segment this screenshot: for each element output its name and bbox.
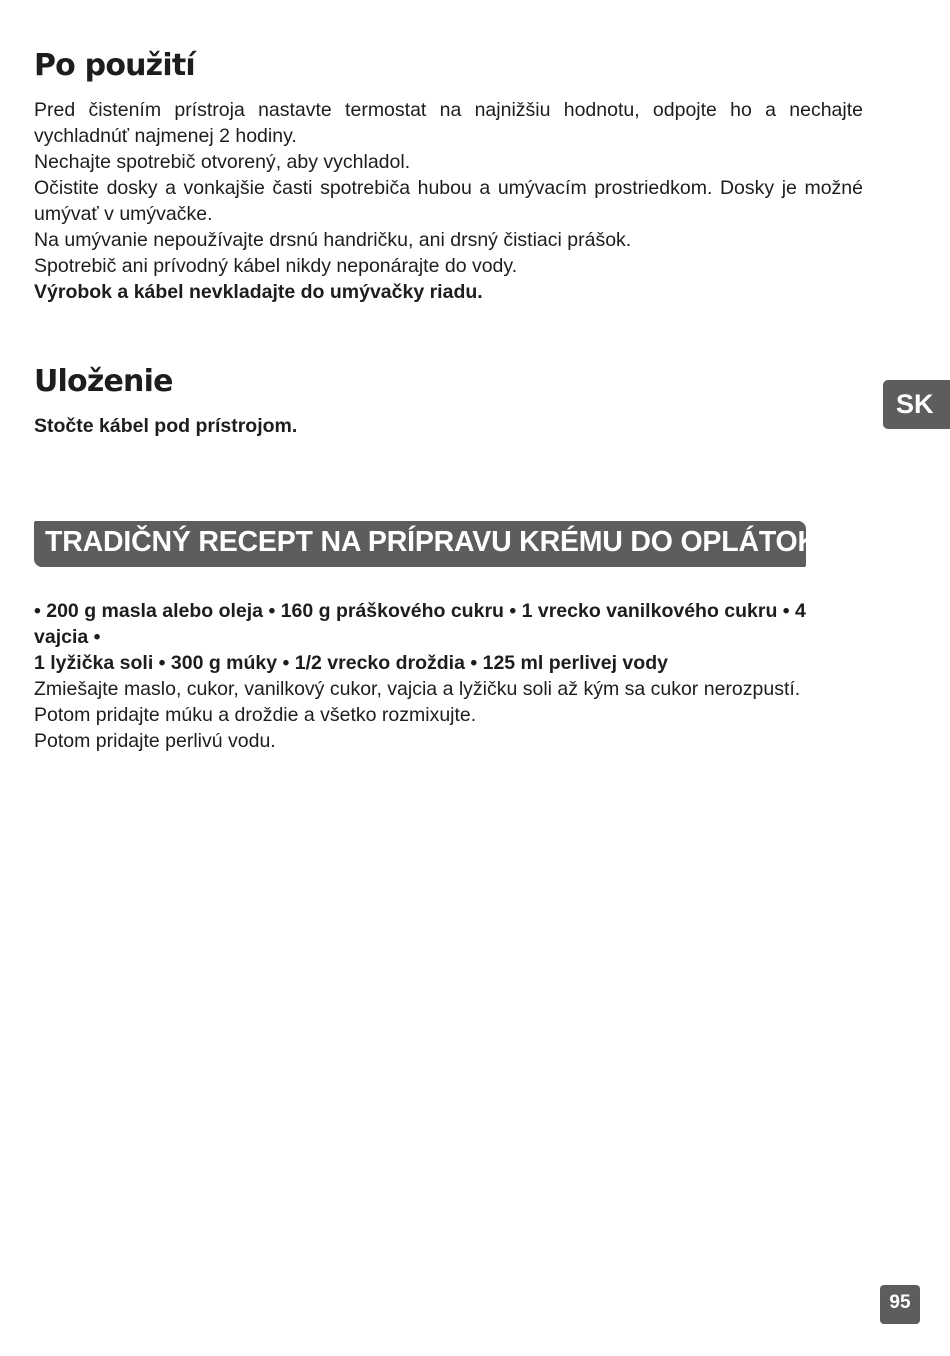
- ingredients-line: 1 lyžička soli • 300 g múky • 1/2 vrecko droždia • 125 ml perlivej vody: [34, 652, 668, 674]
- language-code: SK: [896, 389, 934, 419]
- language-tab: [883, 380, 950, 429]
- recipe-ingredients: [34, 598, 863, 676]
- ingredients-line: • 200 g masla alebo oleja • 160 g práškového cukru • 1 vrecko vanilkového cukru • 4 vajcia •: [34, 600, 806, 648]
- page-number: 95: [889, 1292, 911, 1313]
- warning-paragraph: Výrobok a kábel nevkladajte do umývačky riadu.: [34, 281, 483, 303]
- recipe-banner-title: TRADIČNÝ RECEPT NA PRÍPRAVU KRÉMU DO OPLÁTOK: [45, 526, 818, 558]
- recipe-step: Zmiešajte maslo, cukor, vanilkový cukor, vajcia a lyžičku soli až kým sa cukor nerozpustí.: [34, 678, 801, 700]
- section-title-storage: Uloženie: [34, 364, 173, 399]
- recipe-step: Potom pridajte perlivú vodu.: [34, 730, 276, 752]
- recipe-banner: [34, 521, 818, 567]
- page-number-badge: [880, 1285, 920, 1324]
- paragraph: Stočte kábel pod prístrojom.: [34, 415, 298, 437]
- paragraph: Nechajte spotrebič otvorený, aby vychladol.: [34, 151, 411, 173]
- recipe-step: Potom pridajte múku a droždie a všetko rozmixujte.: [34, 704, 477, 726]
- paragraph: Spotrebič ani prívodný kábel nikdy neponárajte do vody.: [34, 255, 518, 277]
- paragraph: Očistite dosky a vonkajšie časti spotrebiča hubou a umývacím prostriedkom. Dosky je možné umývať v umývačke.: [34, 177, 863, 225]
- section-title-after-use: Po použití: [34, 48, 195, 83]
- paragraph: Na umývanie nepoužívajte drsnú handričku, ani drsný čistiaci prášok.: [34, 229, 632, 251]
- paragraph: Pred čistením prístroja nastavte termostat na najnižšiu hodnotu, odpojte ho a nechajte vychladnúť najmenej 2 hodiny.: [34, 99, 863, 147]
- after-use-instructions: [34, 97, 863, 305]
- storage-instructions: [34, 413, 863, 439]
- recipe-steps: [34, 676, 863, 754]
